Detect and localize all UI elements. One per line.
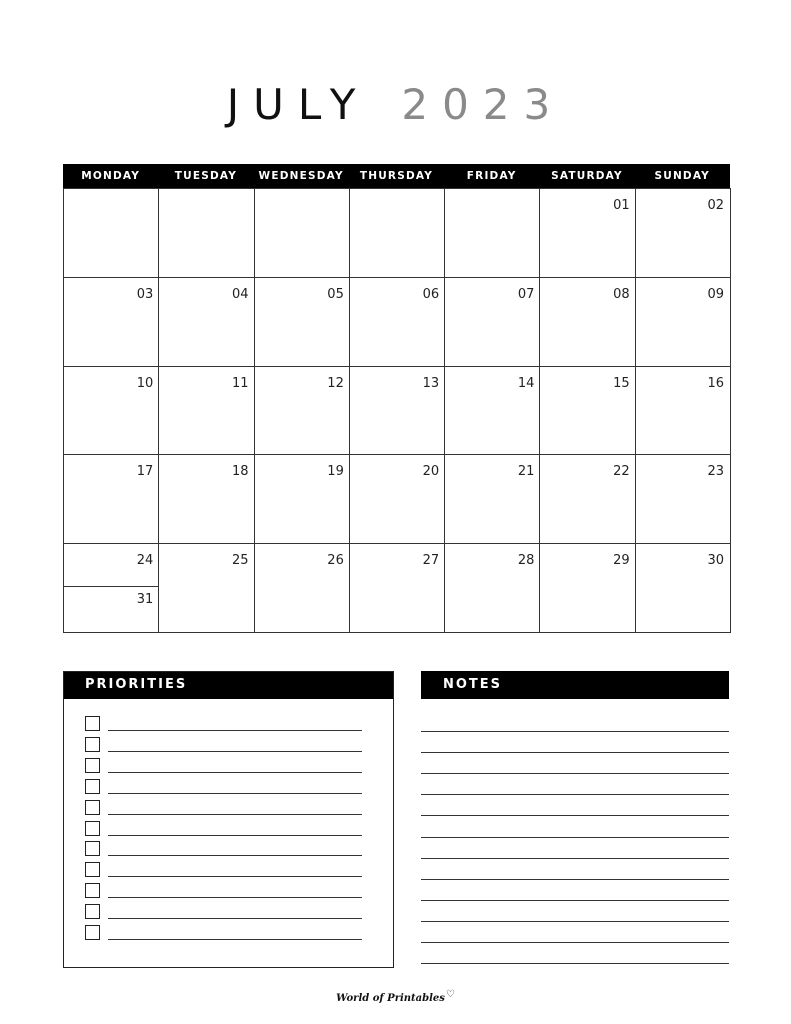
day-number: 07 [517, 286, 535, 302]
write-line [108, 918, 362, 919]
priorities-heading: PRIORITIES [63, 671, 394, 699]
checkbox-icon[interactable] [85, 925, 100, 940]
note-line [421, 752, 729, 753]
note-line [421, 858, 729, 859]
day-cell [444, 188, 540, 278]
day-number: 05 [327, 286, 344, 302]
day-number: 13 [422, 375, 440, 391]
day-cell [158, 543, 254, 633]
priority-item [85, 841, 362, 858]
note-line [421, 942, 729, 943]
day-cell [444, 366, 540, 456]
day-cell [63, 454, 159, 544]
write-line [108, 876, 362, 877]
checkbox-icon[interactable] [85, 904, 100, 919]
priority-item [85, 862, 362, 879]
day-cell [349, 543, 445, 633]
day-number: 02 [707, 198, 724, 213]
checkbox-icon[interactable] [85, 758, 100, 773]
day-number: 21 [517, 464, 535, 480]
day-cell [349, 366, 445, 456]
day-number: 06 [422, 286, 440, 302]
priority-item [85, 883, 362, 900]
weekday-saturday: SATURDAY [551, 170, 623, 182]
day-cell [349, 188, 445, 278]
day-number: 11 [232, 375, 249, 391]
day-cell [349, 454, 445, 544]
checkbox-icon[interactable] [85, 737, 100, 752]
write-line [108, 751, 362, 752]
priority-item [85, 800, 362, 817]
day-cell [158, 366, 254, 456]
weekday-header [63, 164, 730, 188]
note-line [421, 773, 729, 774]
checkbox-icon[interactable] [85, 716, 100, 731]
priority-item [85, 758, 362, 775]
day-cell [254, 366, 350, 456]
checkbox-icon[interactable] [85, 800, 100, 815]
checkbox-icon[interactable] [85, 821, 100, 836]
title-month: JULY [226, 80, 370, 129]
day-cell [254, 454, 350, 544]
write-line [108, 772, 362, 773]
day-cell [444, 277, 540, 367]
day-number: 16 [707, 375, 724, 391]
write-line [108, 814, 362, 815]
day-number: 03 [136, 286, 154, 302]
day-number: 28 [517, 553, 535, 569]
weekday-wednesday: WEDNESDAY [258, 170, 344, 182]
day-number: 04 [232, 286, 249, 302]
weekday-tuesday: TUESDAY [174, 170, 238, 182]
day-cell [63, 188, 159, 278]
write-line [108, 939, 362, 940]
day-cell [635, 543, 731, 633]
day-cell [539, 366, 635, 456]
day-cell [349, 277, 445, 367]
day-cell [254, 277, 350, 367]
day-number: 12 [327, 375, 344, 391]
day-number: 29 [613, 553, 630, 569]
write-line [108, 793, 362, 794]
notes-heading: NOTES [421, 671, 729, 699]
weekday-sunday: SUNDAY [654, 170, 710, 182]
day-cell [635, 454, 731, 544]
day-number: 27 [422, 553, 440, 569]
day-number: 20 [422, 464, 440, 480]
day-cell [444, 543, 540, 633]
page-title [0, 80, 791, 130]
day-cell [539, 277, 635, 367]
write-line [108, 897, 362, 898]
calendar-grid [63, 188, 730, 632]
day-number: 25 [232, 553, 249, 569]
day-number: 22 [613, 464, 630, 480]
note-line [421, 837, 729, 838]
day-cell [539, 543, 635, 633]
note-line [421, 731, 729, 732]
title-year: 2023 [401, 80, 565, 129]
day-cell [63, 586, 159, 633]
checkbox-icon[interactable] [85, 883, 100, 898]
priority-item [85, 904, 362, 921]
day-number: 30 [707, 553, 724, 569]
weekday-thursday: THURSDAY [359, 170, 434, 182]
day-number: 01 [613, 198, 630, 213]
day-cell [635, 188, 731, 278]
day-cell [158, 454, 254, 544]
note-line [421, 794, 729, 795]
note-line [421, 815, 729, 816]
priority-item [85, 779, 362, 796]
brand-name: World of Printables [336, 993, 445, 1004]
calendar [63, 164, 730, 632]
day-number: 14 [517, 375, 535, 391]
day-cell [63, 543, 159, 585]
day-number: 15 [613, 375, 630, 391]
day-cell [63, 366, 159, 456]
day-cell [254, 543, 350, 633]
day-cell [158, 188, 254, 278]
note-line [421, 900, 729, 901]
note-line [421, 921, 729, 922]
weekday-monday: MONDAY [81, 170, 141, 182]
day-number: 17 [136, 464, 154, 480]
day-cell [444, 454, 540, 544]
weekday-friday: FRIDAY [466, 170, 517, 182]
day-cell [635, 277, 731, 367]
day-number: 24 [136, 553, 154, 569]
checkbox-icon[interactable] [85, 862, 100, 877]
priority-item [85, 925, 362, 942]
day-number: 09 [707, 286, 724, 302]
day-cell [539, 188, 635, 278]
day-cell [254, 188, 350, 278]
priority-item [85, 716, 362, 733]
checkbox-icon[interactable] [85, 841, 100, 856]
day-number: 18 [232, 464, 249, 480]
write-line [108, 730, 362, 731]
write-line [108, 855, 362, 856]
day-cell [158, 277, 254, 367]
day-number: 08 [613, 286, 630, 302]
priorities-panel [63, 671, 394, 968]
day-number: 19 [327, 464, 344, 480]
day-number: 31 [136, 591, 154, 607]
day-number: 10 [136, 375, 154, 391]
note-line [421, 963, 729, 964]
checkbox-icon[interactable] [85, 779, 100, 794]
brand-logo [0, 989, 791, 1004]
day-cell [539, 454, 635, 544]
day-cell [635, 366, 731, 456]
day-number: 23 [707, 464, 724, 480]
write-line [108, 835, 362, 836]
priority-item [85, 821, 362, 838]
day-cell [63, 277, 159, 367]
note-line [421, 879, 729, 880]
heart-icon: ♡ [445, 989, 455, 1000]
priority-item [85, 737, 362, 754]
day-number: 26 [327, 553, 344, 569]
